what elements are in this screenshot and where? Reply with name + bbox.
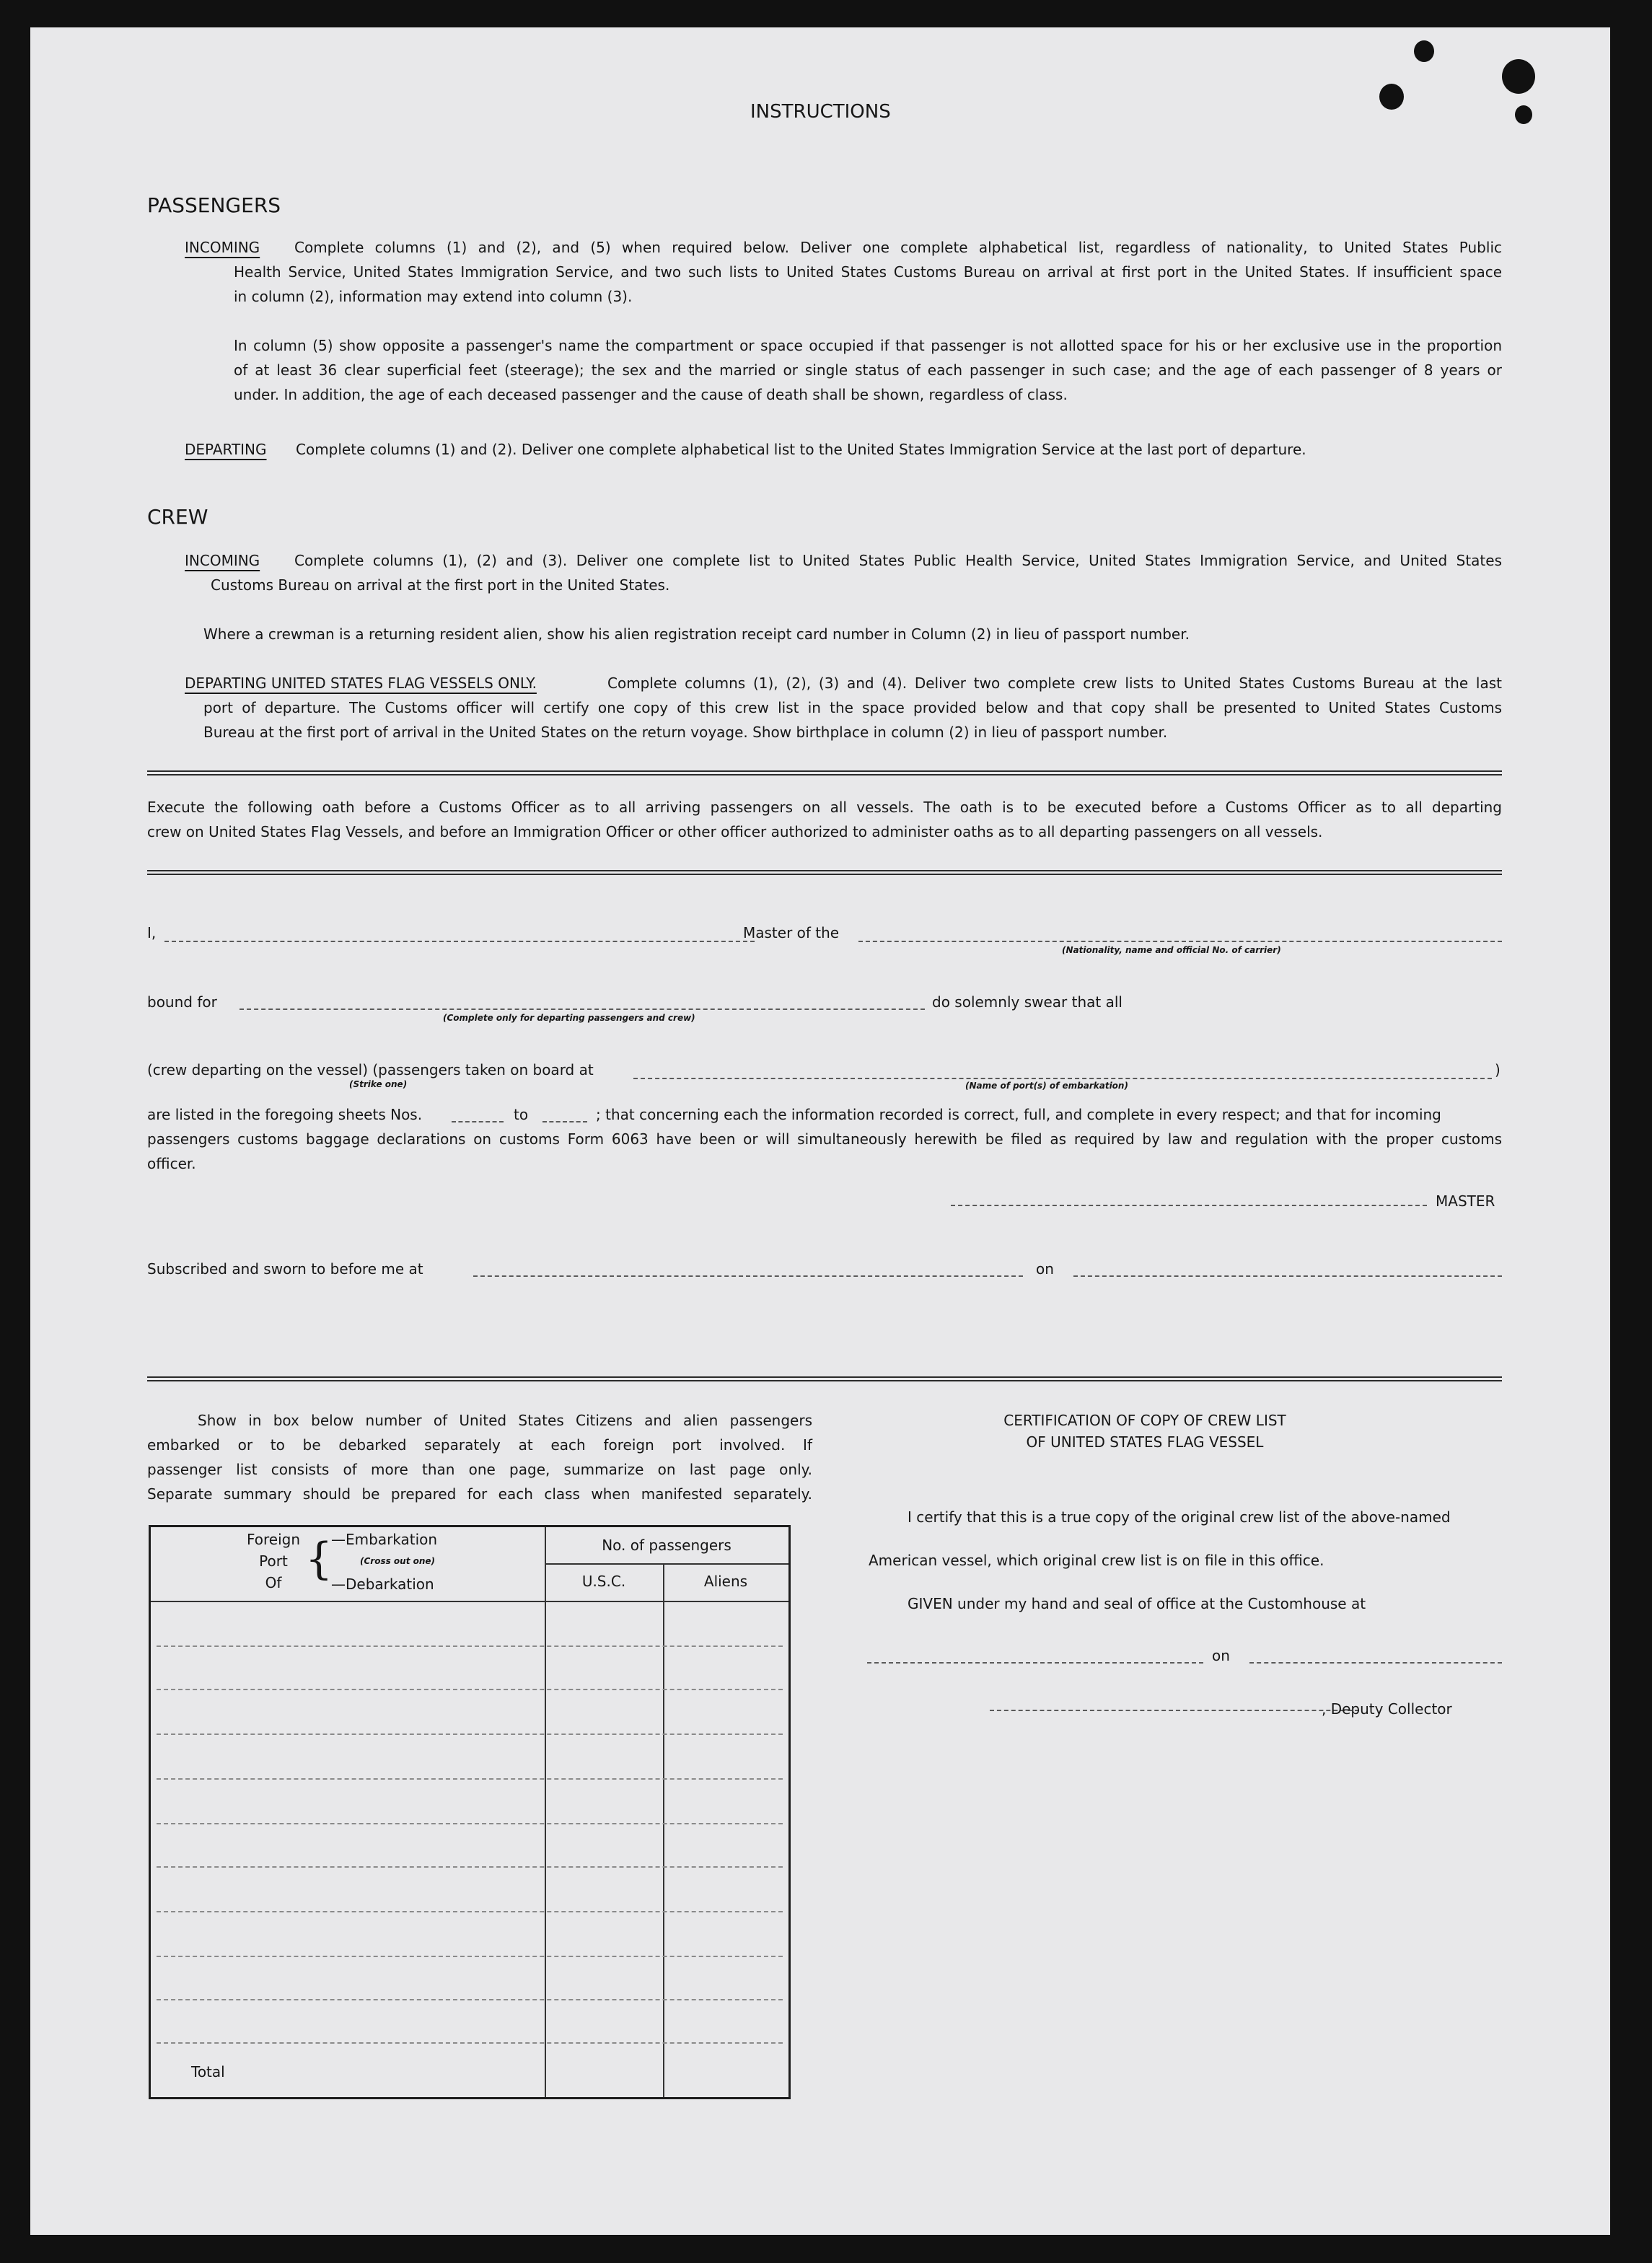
certification-title-2: OF UNITED STATES FLAG VESSEL	[1026, 1433, 1264, 1451]
page-title: INSTRUCTIONS	[750, 101, 891, 123]
text-line: Complete columns (1) and (2), and (5) when required below. Deliver one complete alphabetical list, regardless of nationality, to United States Public	[294, 239, 1502, 256]
aliens-header: Aliens	[703, 1573, 748, 1590]
text-line: Separate summary should be prepared for each class when manifested separately.	[147, 1485, 812, 1503]
text-line: Customs Bureau on arrival at the first port in the United States.	[211, 576, 670, 594]
passengers-heading: PASSENGERS	[147, 193, 281, 217]
header-divider	[545, 1563, 788, 1565]
text-line: in column (2), information may extend into column (3).	[234, 288, 633, 305]
debarkation-label: —Debarkation	[331, 1576, 434, 1593]
of-label: Of	[265, 1574, 282, 1591]
passengers-departing-text: Complete columns (1) and (2). Deliver one complete alphabetical list to the United States Immigration Service at the last port of departure.	[296, 441, 1306, 458]
column-divider	[663, 1563, 664, 2097]
certification-line-3: GIVEN under my hand and seal of office at the Customhouse at	[908, 1595, 1366, 1612]
master-signature-field[interactable]	[951, 1205, 1427, 1206]
text-line: Show in box below number of United States Citizens and alien passengers	[198, 1412, 812, 1429]
passengers-departing-label: DEPARTING	[185, 441, 267, 458]
foreign-label: Foreign	[246, 1531, 301, 1548]
header-bottom-rule	[151, 1601, 788, 1602]
embarkation-ports-field[interactable]	[633, 1078, 1492, 1079]
crew-departing-label: DEPARTING UNITED STATES FLAG VESSELS ONLY.	[185, 674, 537, 692]
text-line: Complete columns (1), (2), (3) and (4). Deliver two complete crew lists to United States Customs Bureau at the last	[607, 674, 1502, 692]
crew-departing-label-oath: (crew departing on the vessel) (passengers taken on board at	[147, 1061, 594, 1078]
certification-line-2: American vessel, which original crew list is on file in this office.	[869, 1552, 1324, 1569]
certification-on-label: on	[1212, 1647, 1230, 1664]
text-line: crew on United States Flag Vessels, and before an Immigration Officer or other officer authorized to administer oaths as to all departing passengers on all vessels.	[147, 823, 1323, 840]
cross-out-hint: (Cross out one)	[360, 1556, 436, 1566]
deputy-collector-field[interactable]	[990, 1710, 1359, 1711]
certification-date-field[interactable]	[1249, 1662, 1502, 1664]
sworn-date-field[interactable]	[1073, 1275, 1502, 1277]
table-row[interactable]	[157, 1689, 783, 1690]
bound-for-field[interactable]	[240, 1009, 925, 1010]
text-line: Execute the following oath before a Customs Officer as to all arriving passengers on all vessels. The oath is to be executed before a Customs Officer as to all departing	[147, 799, 1502, 816]
nationality-hint: (Nationality, name and official No. of carrier)	[1062, 945, 1281, 955]
table-row[interactable]	[157, 1733, 783, 1735]
text-line: Health Service, United States Immigration Service, and two such lists to United States Customs Bureau on arrival at first port in the United States. If insufficient space	[234, 263, 1502, 281]
certification-line-1: I certify that this is a true copy of the original crew list of the above-named	[908, 1508, 1451, 1526]
text-line: of at least 36 clear superficial feet (steerage); the sex and the married or single status of each passenger in such case; and the age of each passenger of 8 years or	[234, 361, 1502, 379]
summary-instruction	[147, 1408, 812, 1506]
master-name-field[interactable]	[164, 941, 755, 942]
divider	[147, 870, 1502, 875]
crew-incoming-label: INCOMING	[185, 552, 260, 569]
swear-label: do solemnly swear that all	[932, 993, 1122, 1011]
oath-i-label: I,	[147, 924, 157, 941]
deputy-collector-label: , Deputy Collector	[1322, 1700, 1452, 1718]
crew-heading: CREW	[147, 505, 208, 529]
text-line: under. In addition, the age of each deceased passenger and the cause of death shall be shown, regardless of class.	[234, 386, 1068, 403]
table-row[interactable]	[157, 1956, 783, 1957]
sworn-on-label: on	[1036, 1260, 1054, 1278]
table-row[interactable]	[157, 2042, 783, 2044]
text-line: passenger list consists of more than one page, summarize on last page only.	[147, 1461, 812, 1478]
text-line: Bureau at the first port of arrival in the United States on the return voyage. Show birthplace in column (2) in lieu of passport number.	[203, 724, 1168, 741]
table-row[interactable]	[157, 1911, 783, 1912]
passengers-column5-text	[203, 333, 1502, 407]
crew-resident-text: Where a crewman is a returning resident alien, show his alien registration receipt card number in Column (2) in lieu of passport number.	[203, 625, 1190, 643]
customhouse-field[interactable]	[867, 1662, 1203, 1664]
sworn-place-field[interactable]	[473, 1275, 1023, 1277]
table-row[interactable]	[157, 1823, 783, 1824]
total-label: Total	[191, 2063, 225, 2080]
no-of-passengers-header: No. of passengers	[602, 1537, 731, 1554]
port-label: Port	[259, 1552, 288, 1570]
ink-blot	[1379, 84, 1404, 110]
text-line: port of departure. The Customs officer will certify one copy of this crew list in the space provided below and that copy shall be presented to United States Customs	[203, 699, 1502, 716]
sheet-from-field[interactable]	[452, 1121, 504, 1122]
listed-suffix: ; that concerning each the information recorded is correct, full, and complete in every respect; and that for incoming	[596, 1106, 1441, 1123]
text-line: Complete columns (1), (2) and (3). Deliver one complete list to United States Public Health Service, United States Immigration Service, and United States	[294, 552, 1502, 569]
form-page	[30, 27, 1610, 2235]
column-divider	[545, 1527, 546, 2097]
strike-one-hint: (Strike one)	[349, 1079, 408, 1089]
table-row[interactable]	[157, 1645, 783, 1647]
brace-icon: {	[305, 1534, 333, 1584]
ink-blot	[1414, 40, 1434, 62]
text-line: In column (5) show opposite a passenger's name the compartment or space occupied if that passenger is not allotted space for his or her exclusive use in the proportion	[234, 337, 1502, 354]
embarkation-label: —Embarkation	[331, 1531, 438, 1548]
master-label: MASTER	[1436, 1192, 1495, 1210]
listed-to: to	[514, 1106, 529, 1123]
usc-header: U.S.C.	[581, 1573, 626, 1590]
carrier-field[interactable]	[858, 941, 1502, 942]
text-line: officer.	[147, 1155, 196, 1172]
passengers-incoming-text	[203, 235, 1502, 309]
bound-hint: (Complete only for departing passengers and crew)	[443, 1013, 695, 1023]
table-row[interactable]	[157, 1778, 783, 1780]
subscribed-label: Subscribed and sworn to before me at	[147, 1260, 423, 1278]
certification-title-1: CERTIFICATION OF COPY OF CREW LIST	[1003, 1412, 1286, 1429]
text-line: passengers customs baggage declarations on customs Form 6063 have been or will simultaneously herewith be filed as required by law and regulation with the proper customs	[147, 1130, 1502, 1148]
ports-hint: (Name of port(s) of embarkation)	[965, 1081, 1128, 1091]
listed-continuation	[147, 1127, 1502, 1176]
ink-blot	[1502, 59, 1535, 94]
table-row[interactable]	[157, 1866, 783, 1868]
ink-blot	[1515, 105, 1532, 124]
table-row[interactable]	[157, 1999, 783, 2000]
divider	[147, 770, 1502, 775]
oath-instruction	[147, 795, 1502, 844]
passenger-summary-table	[149, 1525, 791, 2099]
passengers-incoming-label: INCOMING	[185, 239, 260, 256]
sheet-to-field[interactable]	[542, 1121, 587, 1122]
divider	[147, 1376, 1502, 1381]
close-paren: )	[1495, 1061, 1501, 1078]
text-line: embarked or to be debarked separately at each foreign port involved. If	[147, 1436, 812, 1454]
crew-departing-text	[185, 671, 1502, 744]
listed-prefix: are listed in the foregoing sheets Nos.	[147, 1106, 423, 1123]
crew-incoming-text	[203, 548, 1502, 597]
master-of-the-label: Master of the	[743, 924, 840, 941]
bound-for-label: bound for	[147, 993, 217, 1011]
